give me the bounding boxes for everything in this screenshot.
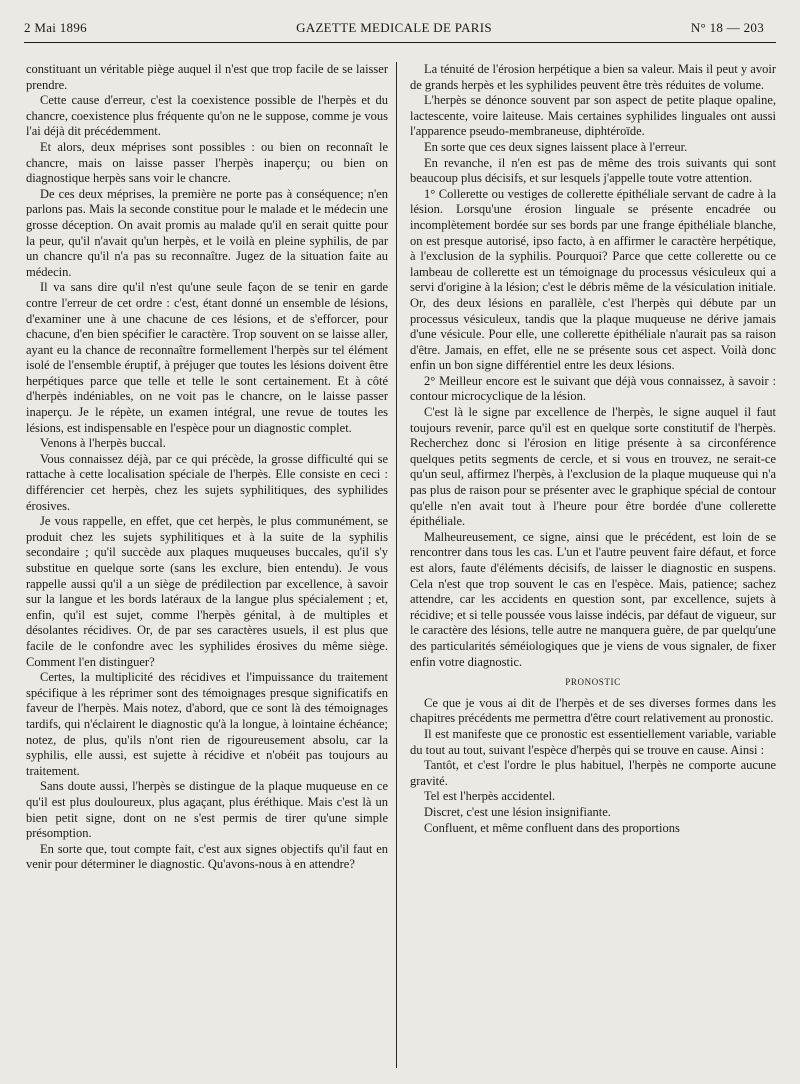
header-rule	[24, 42, 776, 43]
paragraph: Je vous rappelle, en effet, que cet herpès, le plus communément, se produit chez les sujets syphilitiques et à la suite de la syphilis secondaire ; qu'il succède aux plaques muqueuses buccales, qu'il s'y substitue en quelque sorte (sans les exclure, bien entendu). Je vous rappelle aussi qu'il a un siège de prédilection par excellence, à savoir sur la langue et les bords latéraux de la langue plus spécialement ; et, enfin, qu'il est sujet, comme l'herpès génital, à de multiples et désolantes récidives. Or, de par ses caractères usuels, il est plus que facile de le confondre avec les syphilides érosives du même siège. Comment l'en distinguer?	[26, 514, 388, 669]
right-column-top	[410, 62, 776, 670]
paragraph: Vous connaissez déjà, par ce qui précède, la grosse difficulté qui se rattache à cette localisation spéciale de l'herpès. Elle consiste en ceci : différencier cet herpès, chez les sujets syphilitiques, des syphilides érosives.	[26, 451, 388, 513]
paragraph: En sorte que, tout compte fait, c'est aux signes objectifs qu'il faut en venir pour déterminer le diagnostic. Qu'avons-nous à en attendre?	[26, 841, 388, 872]
paragraph: 1° Collerette ou vestiges de collerette épithéliale servant de cadre à la lésion. Lorsqu'une érosion linguale se présente encadrée ou incomplètement bordée sur ses bords par une frange épithéliale blanche, on est presque autorisé, ipso facto, à en affirmer le caractère herpétique, à l'exclusion de la syphilis. Pourquoi? Parce que cette collerette ou ce lambeau de collerette est un témoignage du processus vésiculeux qui a servi d'origine à la lésion; c'est le débris même de la vésiculation initiale. Or, des deux lésions en parallèle, c'est l'herpès qui débute par un processus vésiculeux, tandis que la plaque muqueuse ne dérive jamais d'une vésicule. Pour elle, une collerette épithéliale n'aurait pas sa raison d'être. Jamais, en effet, elle ne se présente sous cet aspect. Voilà donc enfin un bon signe différentiel entre les deux lésions.	[410, 186, 776, 373]
header-page-number: N° 18 — 203	[690, 20, 764, 35]
paragraph: La ténuité de l'érosion herpétique a bien sa valeur. Mais il peut y avoir de grands herpès et les syphilides peuvent être très réduites de volume.	[410, 62, 776, 92]
paragraph: Venons à l'herpès buccal.	[40, 436, 166, 451]
header-date: 2 Mai 1896	[24, 20, 87, 35]
paragraph: En sorte que ces deux signes laissent place à l'erreur.	[424, 139, 688, 154]
paragraph: Ce que je vous ai dit de l'herpès et de ses diverses formes dans les chapitres précédents me permettra d'être court relativement au pronostic.	[410, 695, 776, 726]
left-column	[26, 62, 388, 873]
paragraph: Certes, la multiplicité des récidives et l'impuissance du traitement spécifique à les réprimer sont des témoignages presque significatifs en faveur de l'herpès. Mais notez, d'abord, que ce sont là des témoignages tardifs, qui n'éclairent le diagnostic qu'à la longue, à lointaine échéance; notez, de plus, qu'ils n'ont rien de rigoureusement absolu, car la syphilis, elle aussi, est sujette à récidive et n'obéit pas toujours au traitement.	[26, 670, 388, 778]
paragraph: En revanche, il n'en est pas de même des trois suivants qui sont beaucoup plus décisifs, et sur lesquels j'appelle toute votre attention.	[410, 155, 776, 186]
paragraph: Il est manifeste que ce pronostic est essentiellement variable, variable du tout au tout, suivant l'espèce d'herpès qui se trouve en cause. Ainsi :	[410, 726, 776, 757]
right-column-bottom	[410, 696, 776, 836]
paragraph: Tantôt, et c'est l'ordre le plus habituel, l'herpès ne comporte aucune gravité.	[410, 758, 776, 788]
paragraph: constituant un véritable piège auquel il n'est que trop facile de se laisser prendre.	[26, 62, 388, 92]
paragraph: Et alors, deux méprises sont possibles : ou bien on reconnaît le chancre, mais on laisse passer l'herpès inaperçu; ou bien on diagnostique herpès sans voir le chancre.	[26, 139, 388, 186]
column-divider	[396, 62, 397, 1068]
paragraph: L'herpès se dénonce souvent par son aspect de petite plaque opaline, lactescente, voire laiteuse. Mais certaines syphilides linguales ont aussi l'apparence pseudo-membraneuse, diphtéroïde.	[410, 93, 776, 139]
section-title: PRONOSTIC	[565, 677, 621, 688]
right-column	[410, 62, 776, 836]
paragraph: Tel est l'herpès accidentel.	[424, 789, 556, 804]
paragraph: Discret, c'est une lésion insignifiante.	[424, 804, 611, 819]
paragraph: Malheureusement, ce signe, ainsi que le précédent, est loin de se rencontrer dans tous les cas. L'un et l'autre peuvent faire défaut, et force est alors, faute d'éléments décisifs, de laisser le diagnostic en suspens. Cela n'est que trop souvent le cas en l'espèce. Mais, patience; sachez attendre, car les accidents en question sont, par excellence, sujets à récidive; et si telle poussée vous laisse indécis, par défaut de vigueur, sur le caractère des lésions, telle autre ne manquera guère, de par quelqu'une des particularités séméiologiques que je viens de vous signaler, de fixer enfin votre diagnostic.	[410, 529, 776, 669]
paragraph: Sans doute aussi, l'herpès se distingue de la plaque muqueuse en ce qu'il est plus douloureux, plus agaçant, plus éréthique. Mais c'est là un bien petit signe, dont on ne s'est permis de tirer qu'une simple présomption.	[26, 779, 388, 841]
paragraph: Cette cause d'erreur, c'est la coexistence possible de l'herpès et du chancre, coexistence plus fréquente qu'on ne le suppose, comme je vous l'ai déjà dit précédemment.	[26, 93, 388, 139]
header-journal-title: GAZETTE MEDICALE DE PARIS	[296, 20, 492, 35]
paragraph: Il va sans dire qu'il n'est qu'une seule façon de se tenir en garde contre l'erreur de cet ordre : c'est, étant donné un ensemble de lésions, d'examiner une à une chacune de ces lésions, et de s'efforcer, pour chacune, d'en bien spécifier le caractère. Trop souvent on se laisse aller, ayant eu la chance de reconnaître formellement l'herpès sur tel élément isolé de l'ensemble éruptif, à préjuger que toutes les lésions doivent être herpétiques parce que telle et telle le sont certainement. Et à côté d'herpès indéniables, on ne voit pas le chancre, on le laisse passer inaperçu. Je le répète, un examen intégral, une revue de toutes les lésions, est indispensable en l'espèce pour un diagnostic complet.	[26, 280, 388, 435]
paragraph: 2° Meilleur encore est le suivant que déjà vous connaissez, à savoir : contour microcyclique de la lésion.	[410, 373, 776, 404]
page-header	[24, 16, 764, 40]
paragraph: Confluent, et même confluent dans des proportions	[424, 820, 680, 835]
paragraph: De ces deux méprises, la première ne porte pas à conséquence; n'en parlons pas. Mais la seconde constitue pour le malade et le médecin une grosse déception. On avait promis au malade qu'il en serait quitte pour la peur, qu'il n'avait qu'un herpès, et le voilà en pleine syphilis, de par un chancre qu'il n'a pas su reconnaître. Jugez de la situation faite au médecin.	[26, 186, 388, 279]
paragraph: C'est là le signe par excellence de l'herpès, le signe auquel il faut toujours revenir, parce qu'il est en quelque sorte constitutif de l'herpès. Recherchez donc si l'érosion en litige présente à sa circonférence quelques petits segments de cercle, et si vous en trouvez, ne serait-ce qu'un seul, affirmez l'herpès, à l'exclusion de la plaque muqueuse qui n'a pas plus de raison pour se présenter avec le graphique spécial de contour qu'elle n'en avait tout à l'heure pour être bordée d'une collerette épithéliale.	[410, 405, 776, 529]
